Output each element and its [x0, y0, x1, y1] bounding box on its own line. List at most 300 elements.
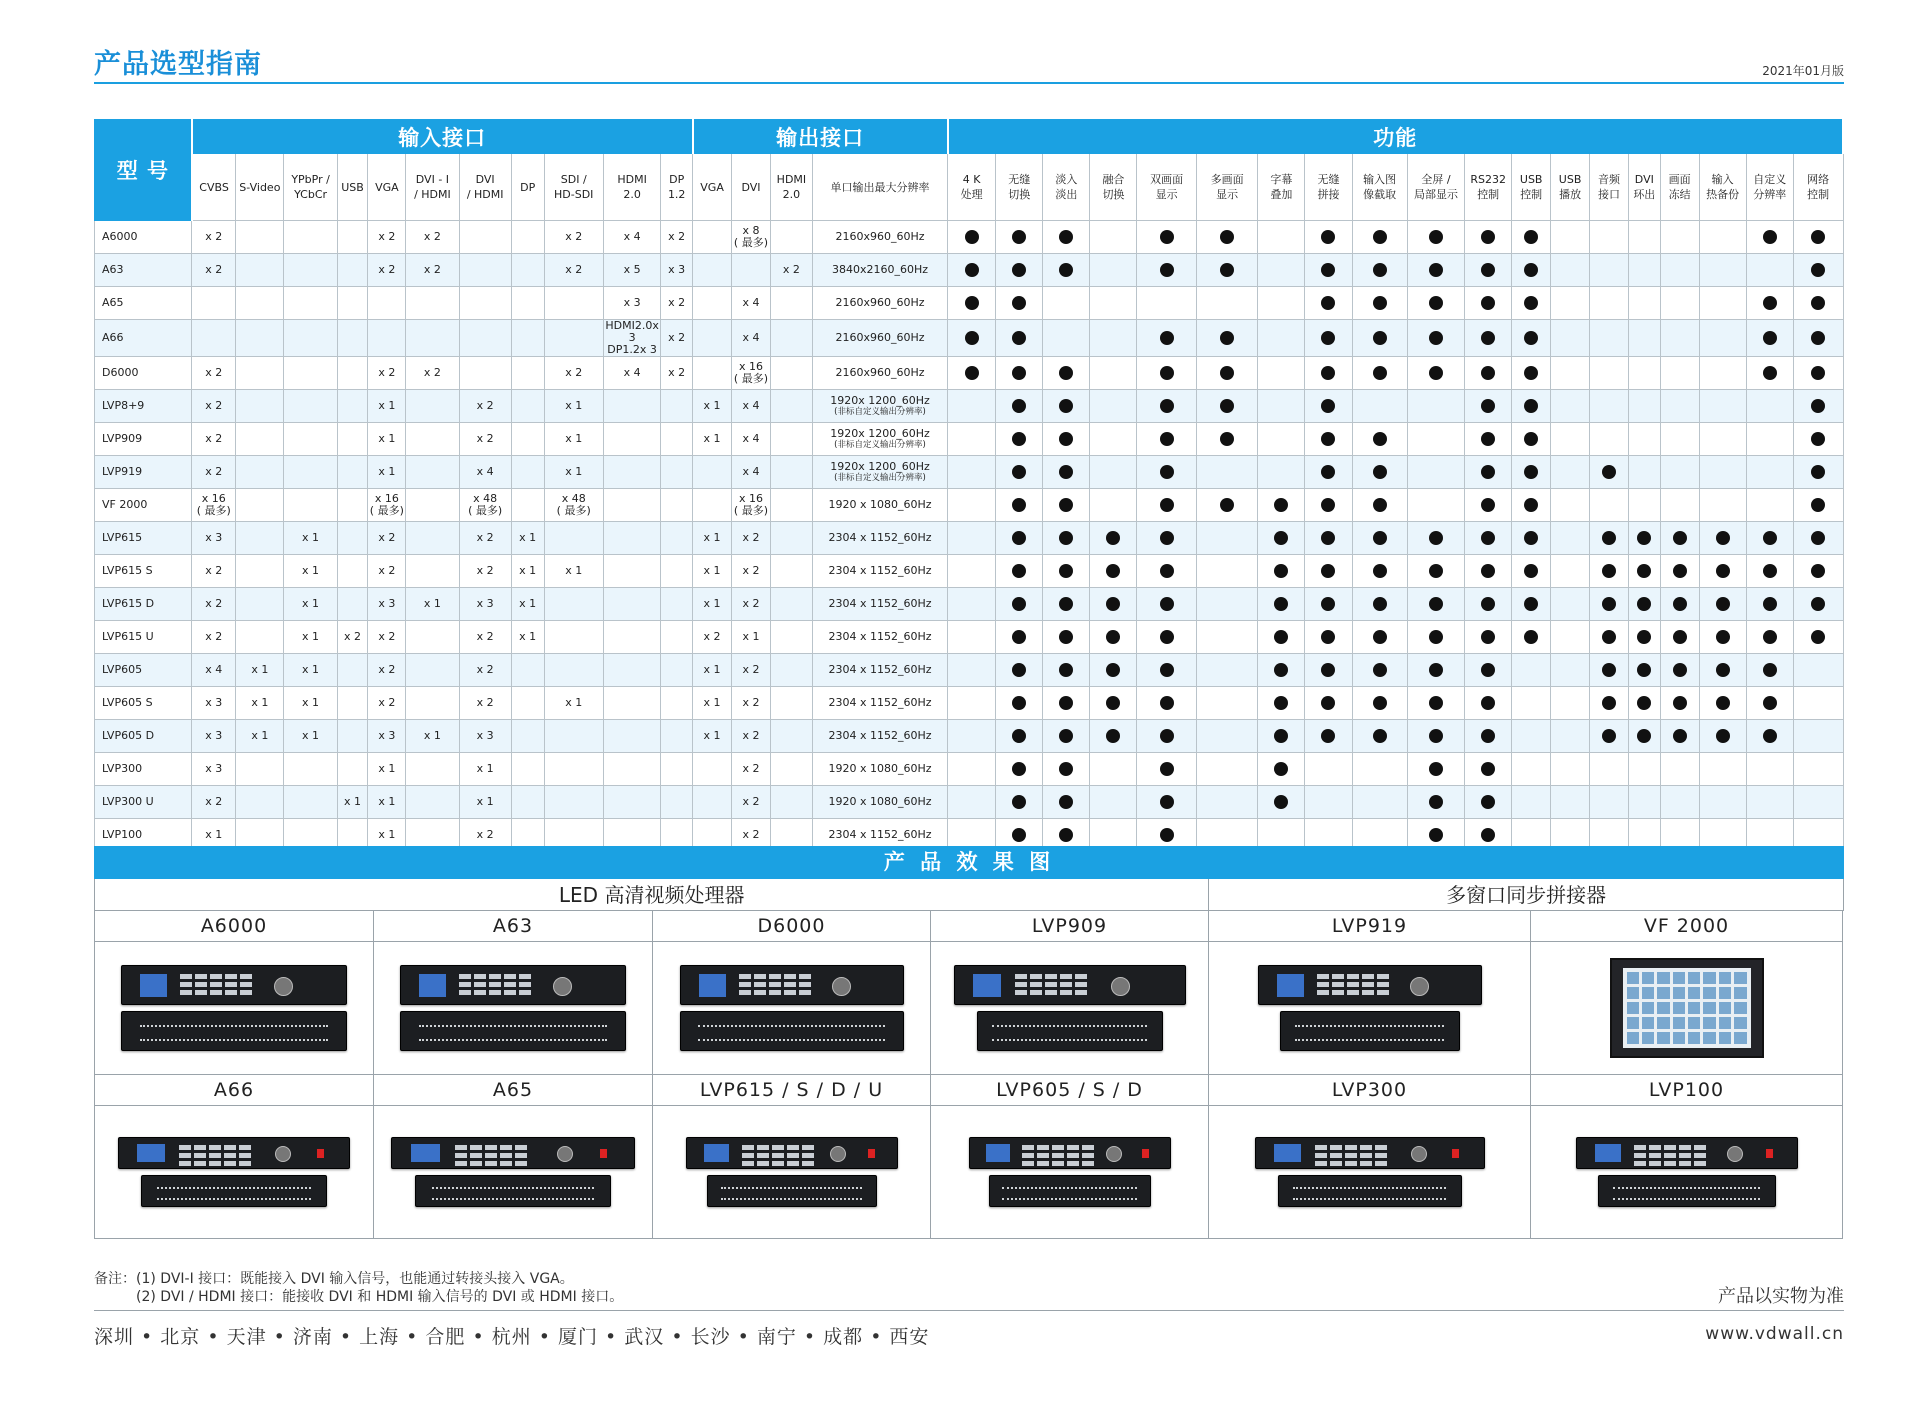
model-cell: A6000 — [95, 221, 192, 254]
output-cell: x 8 ( 最多) — [732, 221, 771, 254]
supported-dot-icon — [1274, 597, 1288, 611]
col-header-input-9: HDMI 2.0 — [603, 154, 660, 221]
input-cell — [511, 221, 544, 254]
device-photo — [969, 1137, 1171, 1207]
input-cell: x 2 — [661, 221, 693, 254]
feature-cell — [996, 456, 1043, 489]
supported-dot-icon — [1524, 630, 1538, 644]
input-cell: x 2 — [192, 588, 236, 621]
output-cell: x 2 — [732, 687, 771, 720]
supported-dot-icon — [1321, 366, 1335, 380]
supported-dot-icon — [1524, 331, 1538, 345]
output-cell: x 1 — [693, 522, 732, 555]
feature-cell — [1137, 687, 1196, 720]
resolution-value: 1920x 1200_60Hz — [830, 394, 930, 407]
col-header-input-2: YPbPr / YCbCr — [284, 154, 337, 221]
input-cell: x 4 — [459, 456, 511, 489]
feature-cell — [1465, 489, 1512, 522]
feature-cell — [1305, 287, 1352, 320]
feature-cell — [1090, 254, 1137, 287]
supported-dot-icon — [1373, 465, 1387, 479]
input-cell: x 1 — [368, 819, 406, 852]
input-cell — [284, 456, 337, 489]
product-image — [931, 1106, 1208, 1238]
feature-cell — [1407, 588, 1464, 621]
input-cell — [511, 720, 544, 753]
input-cell: x 2 — [192, 390, 236, 423]
feature-cell — [1512, 687, 1551, 720]
supported-dot-icon — [1763, 663, 1777, 677]
input-cell — [236, 287, 284, 320]
table-row — [95, 588, 1844, 621]
col-header-feature-7: 无缝 拼接 — [1305, 154, 1352, 221]
output-cell — [770, 320, 812, 357]
input-cell: x 3 — [661, 254, 693, 287]
product-name: LVP909 — [931, 911, 1208, 942]
feature-cell — [1043, 254, 1090, 287]
input-cell — [337, 588, 368, 621]
supported-dot-icon — [1321, 465, 1335, 479]
supported-dot-icon — [1012, 432, 1026, 446]
resolution-value: 1920 x 1080_60Hz — [828, 762, 932, 775]
feature-cell — [1746, 287, 1793, 320]
input-cell: x 1 — [544, 423, 603, 456]
supported-dot-icon — [1602, 630, 1616, 644]
resolution-value: 1920 x 1080_60Hz — [828, 795, 932, 808]
feature-cell — [1352, 522, 1407, 555]
feature-cell — [1512, 786, 1551, 819]
supported-dot-icon — [1373, 331, 1387, 345]
feature-cell — [1196, 390, 1257, 423]
supported-dot-icon — [1321, 531, 1335, 545]
input-cell — [603, 621, 660, 654]
feature-cell — [1628, 221, 1660, 254]
output-cell — [693, 254, 732, 287]
supported-dot-icon — [1673, 630, 1687, 644]
input-cell: x 2 — [368, 221, 406, 254]
feature-cell — [1043, 621, 1090, 654]
product-name: A63 — [374, 911, 652, 942]
input-cell — [406, 522, 459, 555]
supported-dot-icon — [1012, 498, 1026, 512]
product-image — [374, 942, 652, 1074]
input-cell: x 16 ( 最多) — [192, 489, 236, 522]
table-row — [95, 456, 1844, 489]
feature-cell — [1352, 555, 1407, 588]
feature-cell — [1043, 390, 1090, 423]
input-cell — [406, 786, 459, 819]
supported-dot-icon — [1012, 729, 1026, 743]
supported-dot-icon — [1274, 630, 1288, 644]
feature-cell — [1196, 687, 1257, 720]
feature-cell — [1746, 720, 1793, 753]
input-cell — [406, 489, 459, 522]
col-header-input-3: USB — [337, 154, 368, 221]
feature-cell — [1590, 753, 1629, 786]
resolution-value: 2160x960_60Hz — [835, 296, 925, 309]
feature-cell — [1258, 720, 1305, 753]
feature-cell — [948, 753, 996, 786]
input-cell — [603, 522, 660, 555]
input-cell: x 2 — [192, 555, 236, 588]
input-cell: x 3 — [192, 522, 236, 555]
supported-dot-icon — [1160, 366, 1174, 380]
input-cell: x 1 — [544, 456, 603, 489]
input-cell: x 3 — [459, 720, 511, 753]
col-header-output-3: 单口输出最大分辨率 — [812, 154, 947, 221]
input-cell: x 1 — [459, 753, 511, 786]
input-cell — [661, 654, 693, 687]
supported-dot-icon — [1716, 564, 1730, 578]
output-cell: x 1 — [693, 423, 732, 456]
supported-dot-icon — [1321, 399, 1335, 413]
input-cell — [544, 654, 603, 687]
supported-dot-icon — [1220, 331, 1234, 345]
feature-cell — [1407, 254, 1464, 287]
feature-cell — [1551, 221, 1590, 254]
output-cell — [770, 654, 812, 687]
input-cell: x 1 — [284, 654, 337, 687]
feature-cell — [948, 621, 996, 654]
model-cell: A66 — [95, 320, 192, 357]
col-header-input-7: DP — [511, 154, 544, 221]
feature-cell — [1305, 357, 1352, 390]
feature-cell — [1090, 423, 1137, 456]
input-cell: x 2 — [337, 621, 368, 654]
front-panel — [969, 1137, 1171, 1169]
resolution-cell — [812, 287, 947, 320]
input-cell — [337, 390, 368, 423]
input-cell: x 1 — [406, 720, 459, 753]
resolution-cell — [812, 423, 947, 456]
output-cell — [693, 357, 732, 390]
supported-dot-icon — [1429, 263, 1443, 277]
feature-cell — [1352, 320, 1407, 357]
supported-dot-icon — [1160, 828, 1174, 842]
input-cell: x 2 — [459, 522, 511, 555]
input-cell — [603, 423, 660, 456]
feature-cell — [1258, 254, 1305, 287]
input-cell: x 2 — [368, 621, 406, 654]
output-cell — [693, 456, 732, 489]
input-cell: x 2 — [192, 254, 236, 287]
model-cell: LVP615 U — [95, 621, 192, 654]
feature-cell — [1137, 522, 1196, 555]
feature-cell — [1590, 357, 1629, 390]
input-cell — [661, 786, 693, 819]
output-cell: x 2 — [732, 555, 771, 588]
table-row — [95, 555, 1844, 588]
input-cell: x 1 — [368, 456, 406, 489]
feature-cell — [1090, 720, 1137, 753]
output-cell — [770, 287, 812, 320]
input-cell — [544, 320, 603, 357]
model-cell: LVP8+9 — [95, 390, 192, 423]
product-name: LVP605 / S / D — [931, 1075, 1208, 1106]
feature-cell — [1090, 753, 1137, 786]
output-cell: x 2 — [732, 522, 771, 555]
feature-cell — [1465, 654, 1512, 687]
input-cell: x 1 — [511, 522, 544, 555]
supported-dot-icon — [1716, 531, 1730, 545]
col-header-feature-14: DVI 环出 — [1628, 154, 1660, 221]
supported-dot-icon — [1160, 663, 1174, 677]
feature-cell — [1407, 522, 1464, 555]
feature-cell — [1465, 320, 1512, 357]
feature-cell — [1196, 753, 1257, 786]
feature-cell — [1258, 287, 1305, 320]
feature-cell — [1551, 254, 1590, 287]
supported-dot-icon — [1321, 331, 1335, 345]
input-cell — [337, 753, 368, 786]
supported-dot-icon — [1716, 729, 1730, 743]
output-cell: x 2 — [732, 654, 771, 687]
input-cell: x 2 — [368, 357, 406, 390]
input-cell — [406, 456, 459, 489]
feature-cell — [1512, 489, 1551, 522]
output-cell: x 2 — [732, 588, 771, 621]
output-cell — [770, 522, 812, 555]
feature-cell — [1746, 753, 1793, 786]
supported-dot-icon — [1106, 696, 1120, 710]
feature-cell — [1137, 720, 1196, 753]
resolution-cell — [812, 753, 947, 786]
supported-dot-icon — [1716, 663, 1730, 677]
supported-dot-icon — [1059, 630, 1073, 644]
supported-dot-icon — [965, 366, 979, 380]
supported-dot-icon — [1716, 630, 1730, 644]
feature-cell — [1699, 320, 1746, 357]
col-header-feature-13: 音频 接口 — [1590, 154, 1629, 221]
feature-cell — [1512, 522, 1551, 555]
resolution-value: 2304 x 1152_60Hz — [828, 663, 932, 676]
col-header-input-10: DP 1.2 — [661, 154, 693, 221]
supported-dot-icon — [1811, 564, 1825, 578]
feature-cell — [1660, 654, 1699, 687]
col-header-feature-16: 输入 热备份 — [1699, 154, 1746, 221]
resolution-cell — [812, 687, 947, 720]
product-image — [1531, 1106, 1842, 1238]
feature-cell — [1352, 720, 1407, 753]
output-cell — [770, 555, 812, 588]
feature-cell — [1628, 687, 1660, 720]
feature-cell — [1305, 753, 1352, 786]
feature-cell — [1465, 357, 1512, 390]
input-cell: x 1 — [368, 390, 406, 423]
supported-dot-icon — [1012, 630, 1026, 644]
feature-cell — [1793, 555, 1843, 588]
feature-cell — [1699, 456, 1746, 489]
table-row — [95, 423, 1844, 456]
supported-dot-icon — [1481, 696, 1495, 710]
input-cell — [459, 254, 511, 287]
input-cell — [236, 221, 284, 254]
feature-cell — [1043, 221, 1090, 254]
resolution-cell — [812, 654, 947, 687]
feature-cell — [1090, 357, 1137, 390]
feature-cell — [1551, 654, 1590, 687]
group-outputs: 输出接口 — [693, 120, 948, 154]
col-header-input-4: VGA — [368, 154, 406, 221]
input-cell: x 3 — [192, 753, 236, 786]
input-cell — [544, 522, 603, 555]
input-cell — [603, 720, 660, 753]
feature-cell — [1465, 390, 1512, 423]
feature-cell — [1465, 221, 1512, 254]
feature-cell — [1465, 423, 1512, 456]
front-panel — [680, 965, 904, 1005]
feature-cell — [1407, 621, 1464, 654]
feature-cell — [948, 555, 996, 588]
category-row — [94, 879, 1844, 911]
front-panel — [954, 965, 1186, 1005]
input-cell: x 1 — [511, 621, 544, 654]
supported-dot-icon — [1429, 296, 1443, 310]
front-panel — [400, 965, 626, 1005]
output-cell — [770, 588, 812, 621]
input-cell — [337, 254, 368, 287]
supported-dot-icon — [1106, 729, 1120, 743]
supported-dot-icon — [1637, 696, 1651, 710]
feature-cell — [1746, 423, 1793, 456]
supported-dot-icon — [1160, 531, 1174, 545]
supported-dot-icon — [1673, 696, 1687, 710]
supported-dot-icon — [1106, 531, 1120, 545]
supported-dot-icon — [1811, 465, 1825, 479]
feature-cell — [1352, 654, 1407, 687]
input-cell — [337, 687, 368, 720]
input-cell — [236, 555, 284, 588]
feature-cell — [1660, 720, 1699, 753]
input-cell: x 2 — [192, 221, 236, 254]
input-cell: x 2 — [192, 456, 236, 489]
output-cell — [693, 489, 732, 522]
input-cell: x 2 — [368, 522, 406, 555]
feature-cell — [1352, 287, 1407, 320]
supported-dot-icon — [1220, 366, 1234, 380]
rear-panel — [121, 1011, 347, 1051]
supported-dot-icon — [1274, 762, 1288, 776]
product-card — [95, 1075, 374, 1239]
input-cell: x 1 — [236, 654, 284, 687]
output-cell — [693, 221, 732, 254]
feature-cell — [1590, 621, 1629, 654]
feature-cell — [1137, 423, 1196, 456]
feature-cell — [1628, 555, 1660, 588]
supported-dot-icon — [1811, 230, 1825, 244]
input-cell — [661, 753, 693, 786]
supported-dot-icon — [1160, 432, 1174, 446]
input-cell — [368, 287, 406, 320]
supported-dot-icon — [1524, 597, 1538, 611]
supported-dot-icon — [1524, 498, 1538, 512]
input-cell — [284, 287, 337, 320]
input-cell: x 2 — [459, 687, 511, 720]
feature-cell — [1258, 555, 1305, 588]
feature-cell — [1746, 555, 1793, 588]
header-divider — [94, 82, 1844, 84]
supported-dot-icon — [1220, 263, 1234, 277]
supported-dot-icon — [1811, 399, 1825, 413]
feature-cell — [996, 786, 1043, 819]
supported-dot-icon — [1059, 263, 1073, 277]
supported-dot-icon — [1012, 230, 1026, 244]
output-cell — [770, 489, 812, 522]
feature-cell — [1512, 720, 1551, 753]
model-cell: LVP909 — [95, 423, 192, 456]
supported-dot-icon — [1763, 696, 1777, 710]
supported-dot-icon — [1763, 296, 1777, 310]
feature-cell — [1699, 390, 1746, 423]
feature-cell — [1305, 456, 1352, 489]
rear-panel — [1278, 1175, 1462, 1207]
feature-cell — [1305, 588, 1352, 621]
feature-cell — [1137, 357, 1196, 390]
product-image — [653, 942, 930, 1074]
input-cell — [661, 522, 693, 555]
feature-cell — [1699, 588, 1746, 621]
feature-cell — [1407, 423, 1464, 456]
product-name: LVP615 / S / D / U — [653, 1075, 930, 1106]
feature-cell — [1407, 287, 1464, 320]
feature-cell — [1196, 357, 1257, 390]
supported-dot-icon — [1373, 498, 1387, 512]
feature-cell — [1043, 555, 1090, 588]
feature-cell — [1628, 287, 1660, 320]
output-cell — [770, 720, 812, 753]
model-cell: LVP605 S — [95, 687, 192, 720]
col-header-feature-11: USB 控制 — [1512, 154, 1551, 221]
resolution-note: (非标自定义输出分辨率) — [834, 473, 926, 483]
supported-dot-icon — [1373, 230, 1387, 244]
supported-dot-icon — [1481, 663, 1495, 677]
input-cell: x 1 — [284, 522, 337, 555]
feature-cell — [1512, 357, 1551, 390]
feature-cell — [1793, 254, 1843, 287]
input-cell: x 1 — [368, 753, 406, 786]
supported-dot-icon — [1220, 498, 1234, 512]
supported-dot-icon — [1602, 696, 1616, 710]
feature-cell — [1465, 254, 1512, 287]
input-cell — [661, 687, 693, 720]
feature-cell — [1465, 687, 1512, 720]
feature-cell — [1512, 254, 1551, 287]
feature-cell — [1746, 390, 1793, 423]
feature-cell — [1699, 423, 1746, 456]
product-card — [931, 911, 1209, 1075]
feature-cell — [1746, 357, 1793, 390]
feature-cell — [948, 357, 996, 390]
supported-dot-icon — [1160, 263, 1174, 277]
input-cell — [337, 221, 368, 254]
page-title: 产品选型指南 — [94, 49, 262, 80]
supported-dot-icon — [1811, 597, 1825, 611]
feature-cell — [1352, 221, 1407, 254]
supported-dot-icon — [1106, 597, 1120, 611]
supported-dot-icon — [1811, 498, 1825, 512]
output-cell: x 1 — [693, 654, 732, 687]
feature-cell — [1512, 221, 1551, 254]
supported-dot-icon — [1763, 331, 1777, 345]
supported-dot-icon — [1429, 531, 1443, 545]
feature-cell — [1407, 489, 1464, 522]
table-row — [95, 786, 1844, 819]
feature-cell — [1551, 489, 1590, 522]
input-cell — [337, 456, 368, 489]
input-cell: x 2 — [192, 357, 236, 390]
feature-cell — [1628, 423, 1660, 456]
feature-cell — [1746, 221, 1793, 254]
